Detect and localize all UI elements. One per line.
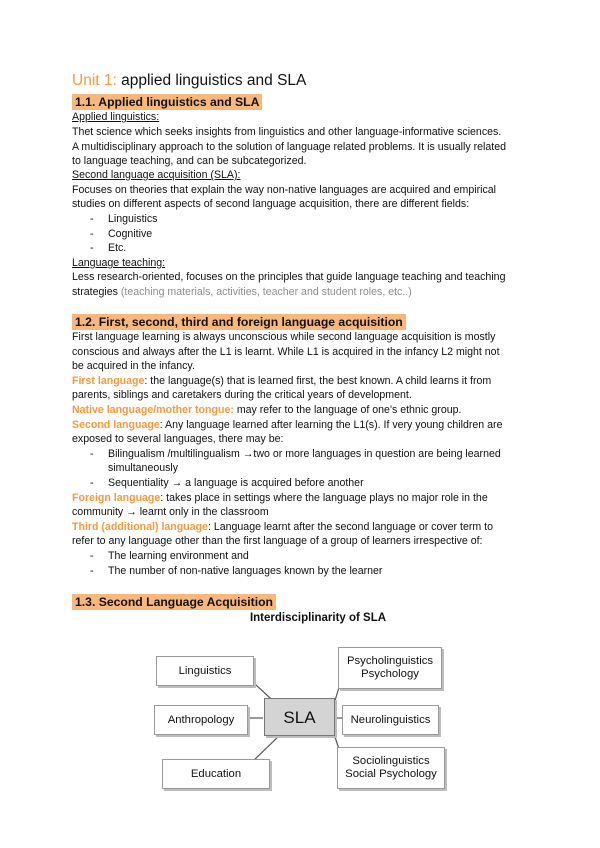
list-item: The number of non-native languages known by the learner: [108, 565, 383, 577]
node-education: Education: [162, 759, 270, 789]
unit-prefix: Unit 1:: [72, 72, 117, 89]
term-third-language: Third (additional) language: [72, 521, 208, 533]
sla-label: Second language acquisition (SLA):: [72, 169, 241, 181]
paragraph-text: strategies: [72, 286, 121, 298]
node-label: Psychology: [361, 668, 419, 680]
node-sociolinguistics: [337, 747, 445, 789]
examples-note: (teaching materials, activities, teacher and student roles, etc..): [120, 286, 412, 298]
definition-text: : Language learnt after the second language or cover term to: [207, 521, 493, 533]
list-item: The learning environment and: [108, 550, 249, 562]
paragraph-line: Less research-oriented, focuses on the principles that guide language teaching and teaching: [72, 271, 506, 283]
definition-text: : takes place in settings where the language plays no major role in the: [160, 492, 488, 504]
list-item: Etc.: [108, 242, 127, 254]
paragraph-line: to language teaching, and can be subcategorized.: [72, 155, 307, 167]
list-item: Cognitive: [108, 228, 153, 240]
list-bullet: -: [90, 565, 94, 577]
section-heading-1-1: 1.1. Applied linguistics and SLA: [72, 94, 262, 110]
list-bullet: -: [90, 550, 94, 562]
paragraph-line: studies on different aspects of second language acquisition, there are different fields:: [72, 198, 470, 210]
node-neurolinguistics: Neurolinguistics: [342, 705, 439, 735]
paragraph-line: [72, 403, 461, 418]
list-item: Linguistics: [108, 213, 158, 225]
paragraph-line: Thet science which seeks insights from linguistics and other language-informative sciences.: [72, 126, 502, 138]
definition-text: : Any language learned after learning the L1(s). If very young children are: [159, 419, 503, 431]
diagram-title: Interdisciplinarity of SLA: [249, 612, 387, 624]
term-first-language: First language: [72, 375, 145, 387]
node-sla-center: SLA: [264, 698, 335, 736]
list-bullet: -: [90, 228, 94, 240]
paragraph-line: parents, siblings and caretakers during the critical years of development.: [72, 389, 412, 401]
paragraph-line: Focuses on theories that explain the way non-native languages are acquired and empirical: [72, 184, 497, 196]
list-item: Bilingualism /multilingualism →two or more languages in question are being learned: [108, 448, 501, 460]
paragraph-line: [72, 374, 491, 389]
list-bullet: -: [90, 448, 94, 460]
applied-linguistics-label: Applied linguistics:: [72, 111, 160, 123]
paragraph-line: A multidisciplinary approach to the solution of language related problems. It is usually related: [72, 141, 507, 153]
definition-text: may refer to the language of one's ethnic group.: [233, 404, 462, 416]
paragraph-line: refer to any language other than the first language of a group of learners irrespective of:: [72, 535, 483, 547]
term-second-language: Second language: [72, 419, 160, 431]
paragraph-line: [72, 418, 502, 433]
node-anthropology: Anthropology: [154, 705, 248, 735]
node-label: Sociolinguistics: [352, 755, 430, 767]
definition-text: : the language(s) that is learned first, the best known. A child learns it from: [144, 375, 492, 387]
node-label: Social Psychology: [345, 768, 437, 780]
paragraph-line: community → learnt only in the classroom: [72, 506, 269, 518]
unit-title-text: applied linguistics and SLA: [116, 72, 307, 89]
list-bullet: -: [90, 242, 94, 254]
term-native-language: Native language/mother tongue:: [72, 404, 234, 416]
node-linguistics: Linguistics: [156, 656, 254, 686]
section-heading-1-3: 1.3. Second Language Acquisition: [72, 594, 276, 610]
term-foreign-language: Foreign language: [72, 492, 161, 504]
list-bullet: -: [90, 213, 94, 225]
list-bullet: -: [90, 477, 94, 489]
list-item-continued: simultaneously: [108, 462, 179, 474]
unit-title: [72, 72, 306, 90]
list-item: Sequentiality → a language is acquired before another: [108, 477, 364, 489]
paragraph-line: be acquired in the infancy.: [72, 360, 195, 372]
paragraph-line: [72, 285, 412, 300]
paragraph-line: exposed to several languages, there may be:: [72, 433, 284, 445]
paragraph-line: [72, 520, 493, 535]
paragraph-line: [72, 491, 488, 506]
paragraph-line: First language learning is always unconscious while second language acquisition is mostly: [72, 331, 496, 343]
section-heading-1-2: 1.2. First, second, third and foreign language acquisition: [72, 314, 406, 330]
sla-interdisciplinarity-diagram: [154, 606, 454, 792]
language-teaching-label: Language teaching:: [72, 257, 166, 269]
node-psycholinguistics: [338, 647, 442, 689]
paragraph-line: conscious and always after the L1 is learnt. While L1 is acquired in the infancy L2 might not: [72, 346, 500, 358]
node-label: Psycholinguistics: [346, 655, 434, 667]
